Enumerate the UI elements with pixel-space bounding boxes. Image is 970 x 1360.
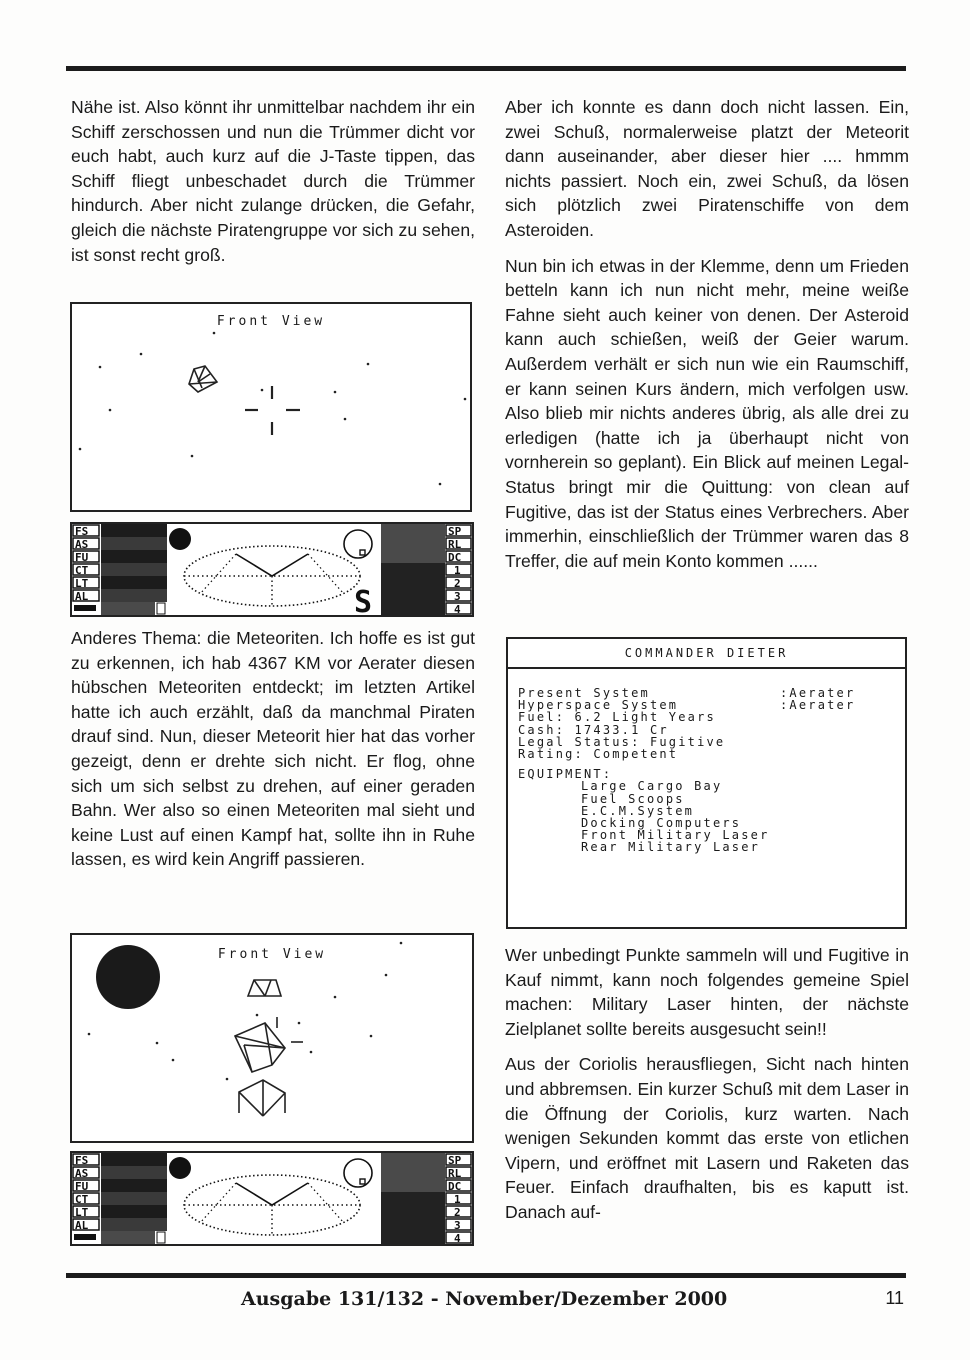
gauge-label-dc: DC bbox=[448, 551, 462, 564]
page-number: 11 bbox=[885, 1288, 904, 1308]
equipment-item: Rear Military Laser bbox=[581, 840, 761, 855]
gauge-bar bbox=[101, 1166, 167, 1179]
gauge-bar bbox=[381, 1218, 445, 1231]
commander-status-panel bbox=[506, 637, 907, 929]
missile-icon bbox=[74, 605, 96, 611]
equipment-item: Large Cargo Bay bbox=[581, 779, 723, 794]
gauge-label-fs: FS bbox=[75, 1154, 89, 1167]
gauge-label-rl: RL bbox=[448, 1167, 462, 1180]
dashboard-hud-1 bbox=[70, 522, 474, 617]
asteroid-wireframe bbox=[235, 1017, 303, 1072]
gauge-bar bbox=[381, 1179, 445, 1192]
top-rule bbox=[66, 66, 906, 71]
gauge-bar bbox=[101, 524, 167, 537]
gauge-label-dc: DC bbox=[448, 1180, 462, 1193]
present-system-value: :Aerater bbox=[780, 686, 856, 700]
equipment-item: Front Military Laser bbox=[581, 828, 770, 843]
left-column bbox=[71, 95, 475, 278]
right-paragraph-2: Nun bin ich etwas in der Klemme, denn um Frieden betteln kann ich nun nicht mehr, meine weiße Fahne sieht auch keiner von denen. Der Asteroid kann auch schießen, weiß der Geier warum. Außerdem verhält er sich nun wie ein Raumschiff, er kann seinen Kurs ändern, mich verfolgen usw. Also blieb mir nichts anderes übrig, als alle drei zu erledigen (hatte ich ja überhaupt nicht von vornherein so geplant). Ein Blick auf meinen Legal-Status bringt mir die Quittung: von clean auf Fugitive, das ist der Status eines Verbrechers. Aber immerhin, einschließlich der Trümmer waren das 8 Treffer, die auf mein Konto kommen ...... bbox=[505, 255, 909, 571]
gauge-label-ct: CT bbox=[75, 1193, 89, 1206]
hyperspace-system-label: Hyperspace System bbox=[518, 698, 679, 713]
gauge-label-sp: SP bbox=[448, 1154, 462, 1167]
fuel-row: Fuel: 6.2 Light Years bbox=[518, 710, 716, 725]
front-view-title-1: Front View bbox=[216, 314, 326, 329]
gauge-label-4: 4 bbox=[454, 1232, 461, 1244]
asteroid-wireframe bbox=[189, 366, 217, 392]
gauge-bar bbox=[101, 1192, 167, 1205]
hud-scanner-2 bbox=[72, 1153, 472, 1244]
gauge-label-4: 4 bbox=[454, 603, 461, 615]
dashboard-hud-2 bbox=[70, 1151, 474, 1246]
gauge-label-fu: FU bbox=[75, 1180, 89, 1193]
legal-status-row: Legal Status: Fugitive bbox=[518, 734, 726, 749]
space-scene-2 bbox=[72, 935, 472, 1141]
missile-slots bbox=[101, 602, 155, 615]
gauge-bar bbox=[101, 589, 167, 602]
crosshair-icon bbox=[245, 386, 300, 435]
gauge-label-1: 1 bbox=[454, 564, 461, 577]
pirate-ship-top bbox=[248, 980, 281, 996]
gauge-label-1: 1 bbox=[454, 1193, 461, 1206]
space-scene-1 bbox=[72, 304, 470, 510]
gauge-bar bbox=[381, 1192, 445, 1205]
gauge-bar bbox=[101, 550, 167, 563]
right-paragraph-3: Wer unbedingt Punkte sammeln will und Fugitive in Kauf nimmt, kann noch folgendes gemeine Spiel machen: Military Laser hinten, der nächste Zielplanet sollte bereits ausgesucht sein!! bbox=[505, 945, 909, 1039]
star-field bbox=[79, 332, 467, 486]
gauge-bar bbox=[381, 537, 445, 550]
gauge-bar bbox=[381, 550, 445, 563]
gauge-label-sp: SP bbox=[448, 525, 462, 538]
issue-title: Ausgabe 131/132 - November/Dezember 2000 bbox=[241, 1288, 728, 1310]
left-paragraph-1: Nähe ist. Also könnt ihr unmittelbar nachdem ihr ein Schiff zerschossen und nun die Trümmer dicht vor euch habt, auch kurz auf die J-Taste tippen, das Schiff fliegt unbeschadet durch die Trümmer hindurch. Aber nicht zulange drücken, die Gefahr, gleich die nächste Piratengruppe vor sich zu sehen, ist sonst recht groß. bbox=[71, 97, 475, 265]
gauge-bar bbox=[381, 1166, 445, 1179]
gauge-label-3: 3 bbox=[454, 590, 461, 603]
planet-icon bbox=[96, 945, 160, 1009]
gauge-bar bbox=[101, 576, 167, 589]
gauge-bar bbox=[381, 1153, 445, 1166]
right-column bbox=[505, 95, 909, 584]
left-paragraph-2: Anderes Thema: die Meteoriten. Ich hoffe es ist gut zu erkennen, ich hab 4367 KM vor Aerater diesen hübschen Meteoriten entdeckt; im letzten Artikel hatte ich auch erzählt, daß da manchmal Piraten drauf sind. Nun, dieser Meteorit hier hat das vorher gezeigt, denn er drehte sich nicht. Er flog, ohne sich um sich selbst zu drehen, auf einer geraden Bahn. Wer also so einen Meteoriten mal sieht und keine Lust auf einen Kampf hat, sollte ihn in Ruhe lassen, es wird kein Angriff passieren. bbox=[71, 628, 475, 870]
missile-slot-empty bbox=[157, 603, 165, 614]
gauge-bar bbox=[101, 1218, 167, 1231]
right-paragraph-1: Aber ich konnte es dann doch nicht lassen. Ein, zwei Schuß, normalerweise platzt der Meteorit dann auseinander, aber dieser hier .... hmmm nichts passiert. Noch ein, zwei Schuß, da lösen sich plötzlich zwei Piratenschiffe von dem Asteroiden. bbox=[505, 97, 909, 240]
equipment-item: Fuel Scoops bbox=[581, 791, 685, 806]
bottom-rule bbox=[66, 1273, 906, 1278]
hyperspace-system-value: :Aerater bbox=[780, 698, 856, 713]
gauge-label-2: 2 bbox=[454, 1206, 461, 1219]
equipment-item: E.C.M.System bbox=[581, 803, 695, 818]
scanner-area bbox=[168, 1153, 380, 1244]
page-footer bbox=[66, 1288, 906, 1314]
gauge-bar bbox=[381, 589, 445, 602]
compass-planet-icon bbox=[169, 1157, 191, 1179]
missile-icon bbox=[74, 1234, 96, 1240]
gauge-label-lt: LT bbox=[75, 1206, 89, 1219]
right-paragraph-4: Aus der Coriolis herausfliegen, Sicht nach hinten und abbremsen. Ein kurzer Schuß mit dem Laser in die Öffnung der Coriolis, kurz warten. Nach wenigen Sekunden kommt das erste von etlichen Vipern, und eröffnet mit Lasern und Raketen das Feuer. Einfach draufhalten, bis es kaputt ist. Danach auf- bbox=[505, 1054, 909, 1222]
space-station-indicator: S bbox=[354, 585, 373, 615]
gauge-label-rl: RL bbox=[448, 538, 462, 551]
gauge-bar bbox=[101, 537, 167, 550]
gauge-bar bbox=[101, 563, 167, 576]
present-system-label: Present System bbox=[518, 686, 650, 700]
front-view-screen-1 bbox=[70, 302, 472, 512]
gauge-bar bbox=[381, 1231, 445, 1244]
gauge-label-as: AS bbox=[75, 538, 89, 551]
equipment-heading: EQUIPMENT: bbox=[518, 767, 613, 782]
gauge-label-fs: FS bbox=[75, 525, 89, 538]
left-column-continued bbox=[71, 626, 475, 883]
compass-planet-icon bbox=[169, 528, 191, 550]
gauge-bar bbox=[101, 1205, 167, 1218]
gauge-label-2: 2 bbox=[454, 577, 461, 590]
missile-slots bbox=[101, 1231, 155, 1244]
gauge-label-lt: LT bbox=[75, 577, 89, 590]
gauge-bar bbox=[101, 1179, 167, 1192]
commander-title: COMMANDER DIETER bbox=[508, 639, 905, 669]
pirate-ship-bottom bbox=[239, 1080, 285, 1116]
gauge-bar bbox=[381, 602, 445, 615]
gauge-label-al: AL bbox=[75, 1219, 89, 1232]
scanner-area bbox=[168, 524, 380, 615]
gauge-label-al: AL bbox=[75, 590, 89, 603]
gauge-label-fu: FU bbox=[75, 551, 89, 564]
gauge-bar bbox=[381, 524, 445, 537]
gauge-bar bbox=[381, 1205, 445, 1218]
gauge-bar bbox=[381, 563, 445, 576]
gauge-bar bbox=[101, 1153, 167, 1166]
gauge-bar bbox=[381, 576, 445, 589]
rating-row: Rating: Competent bbox=[518, 747, 679, 762]
hud-scanner-1 bbox=[72, 524, 472, 615]
cash-row: Cash: 17433.1 Cr bbox=[518, 722, 669, 737]
front-view-title-2: Front View bbox=[217, 947, 327, 962]
gauge-label-as: AS bbox=[75, 1167, 89, 1180]
missile-slot-empty bbox=[157, 1232, 165, 1243]
gauge-label-3: 3 bbox=[454, 1219, 461, 1232]
equipment-item: Docking Computers bbox=[581, 816, 742, 831]
gauge-label-ct: CT bbox=[75, 564, 89, 577]
front-view-screen-2 bbox=[70, 933, 474, 1143]
right-column-continued bbox=[505, 943, 909, 1236]
